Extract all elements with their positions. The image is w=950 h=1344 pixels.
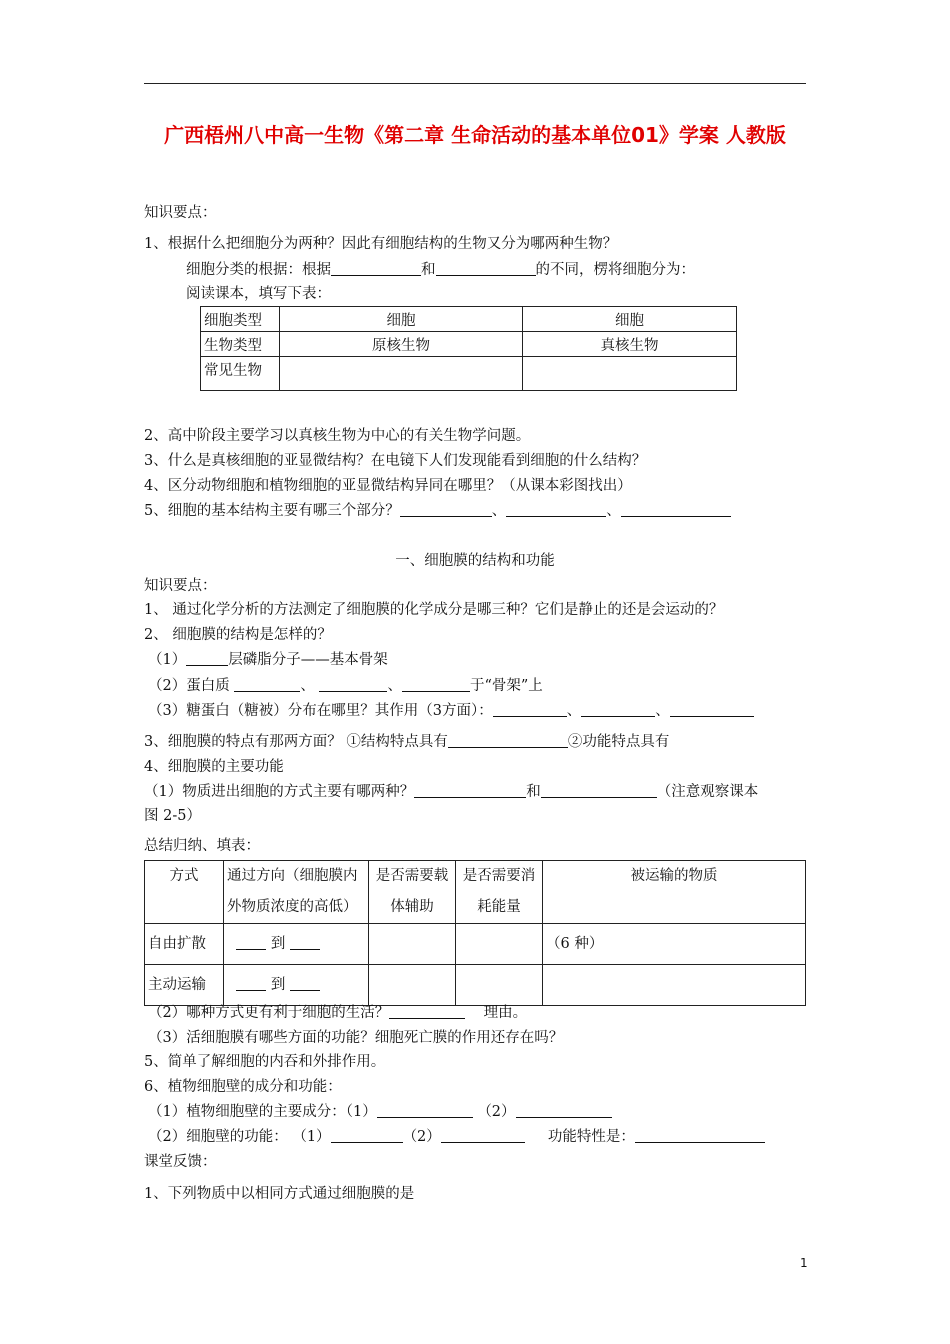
point-4-1: （1）物质进出细胞的方式主要有哪两种？ 和 （注意观察课本 xyxy=(144,784,759,800)
blank[interactable] xyxy=(389,1004,465,1019)
question-5: 5、细胞的基本结构主要有哪三个部分？ 、 、 xyxy=(144,501,731,521)
feedback-heading: 课堂反馈： xyxy=(144,1154,217,1170)
page-number: 1 xyxy=(800,1256,808,1270)
table-cell: 到 xyxy=(224,965,369,1006)
blank[interactable] xyxy=(635,1128,765,1143)
cell-type-table xyxy=(200,306,737,391)
point-6: 6、植物细胞壁的成分和功能： xyxy=(144,1079,342,1095)
table-cell: 原核生物 xyxy=(280,332,523,357)
point-2: 2、 细胞膜的结构是怎样的？ xyxy=(144,627,332,643)
point-5: 5、简单了解细胞的内吞和外排作用。 xyxy=(144,1054,386,1070)
header-rule xyxy=(144,83,806,84)
point-2-3: （3）糖蛋白（糖被）分布在哪里？其作用（3方面）： 、 、 xyxy=(148,701,754,721)
table-cell: 到 xyxy=(224,924,369,965)
table-cell-empty[interactable] xyxy=(543,965,806,1006)
question-1-basis: 细胞分类的根据：根据 和 的不同，楞将细胞分为： xyxy=(186,262,695,278)
table-row-label: 自由扩散 xyxy=(145,924,224,965)
blank[interactable] xyxy=(670,702,754,717)
blank[interactable] xyxy=(402,677,470,692)
blank[interactable] xyxy=(234,677,300,692)
blank[interactable] xyxy=(541,783,657,798)
feedback-question-1: 1、下列物质中以相同方式通过细胞膜的是 xyxy=(144,1186,415,1202)
table-row-label: 主动运输 xyxy=(145,965,224,1006)
table-cell: 细胞类型 xyxy=(201,307,280,332)
table-cell-empty[interactable] xyxy=(369,965,456,1006)
table-cell: 生物类型 xyxy=(201,332,280,357)
point-3: 3、细胞膜的特点有那两方面？ ①结构特点具有 ②功能特点具有 xyxy=(144,734,670,750)
blank[interactable] xyxy=(236,976,266,991)
transport-table xyxy=(144,860,806,1006)
blank[interactable] xyxy=(331,1128,403,1143)
blank[interactable] xyxy=(290,976,320,991)
blank[interactable] xyxy=(290,935,320,950)
blank[interactable] xyxy=(436,261,536,276)
question-4: 4、区分动物细胞和植物细胞的亚显微结构异同在哪里？（从课本彩图找出） xyxy=(144,478,632,494)
blank[interactable] xyxy=(516,1103,612,1118)
blank[interactable] xyxy=(621,502,731,517)
table-header: 是否需要消 耗能量 xyxy=(456,861,543,924)
blank[interactable] xyxy=(377,1103,473,1118)
question-1-read: 阅读课本，填写下表： xyxy=(186,286,331,302)
table-cell-empty[interactable] xyxy=(280,357,523,391)
blank[interactable] xyxy=(186,651,228,666)
document-title: 广西梧州八中高一生物《第二章 生命活动的基本单位01》学案 人教版 xyxy=(164,123,786,147)
table-header: 是否需要载 体辅助 xyxy=(369,861,456,924)
blank[interactable] xyxy=(493,702,567,717)
section-heading: 一、细胞膜的结构和功能 xyxy=(395,553,555,569)
table-cell: 真核生物 xyxy=(523,332,737,357)
point-2-2: （2）蛋白质 、 、 于“骨架”上 xyxy=(148,678,543,694)
point-6-1: （1）植物细胞壁的主要成分：（1） （2） xyxy=(148,1102,612,1122)
table-cell-empty[interactable] xyxy=(369,924,456,965)
table-cell-empty[interactable] xyxy=(456,924,543,965)
blank[interactable] xyxy=(331,261,421,276)
point-4-1-cont: 图 2-5） xyxy=(144,808,201,824)
point-4-2: （2）哪种方式更有利于细胞的生活？ 理由。 xyxy=(148,1005,528,1021)
table-header: 方式 xyxy=(145,861,224,924)
question-1: 1、根据什么把细胞分为两种？因此有细胞结构的生物又分为哪两种生物？ xyxy=(144,236,618,252)
blank[interactable] xyxy=(400,502,492,517)
blank[interactable] xyxy=(506,502,606,517)
point-1: 1、 通过化学分析的方法测定了细胞膜的化学成分是哪三种？它们是静止的还是会运动的？ xyxy=(144,602,724,618)
table-cell: 细胞 xyxy=(280,307,523,332)
table-header: 被运输的物质 xyxy=(543,861,806,924)
table-cell: （6 种） xyxy=(543,924,806,965)
table-cell-empty[interactable] xyxy=(456,965,543,1006)
table-header: 通过方向（细胞膜内 外物质浓度的高低） xyxy=(224,861,369,924)
point-2-1: （1） 层磷脂分子——基本骨架 xyxy=(148,652,388,668)
knowledge-points-heading: 知识要点： xyxy=(144,578,217,594)
blank[interactable] xyxy=(414,783,526,798)
point-4-3: （3）活细胞膜有哪些方面的功能？细胞死亡膜的作用还存在吗？ xyxy=(148,1030,564,1046)
blank[interactable] xyxy=(448,733,568,748)
blank[interactable] xyxy=(441,1128,525,1143)
question-2: 2、高中阶段主要学习以真核生物为中心的有关生物学问题。 xyxy=(144,428,531,444)
table-cell: 细胞 xyxy=(523,307,737,332)
table-cell: 常见生物 xyxy=(201,357,280,391)
blank[interactable] xyxy=(319,677,387,692)
knowledge-points-heading: 知识要点： xyxy=(144,205,217,221)
point-4: 4、细胞膜的主要功能 xyxy=(144,759,284,775)
summary-heading: 总结归纳、填表： xyxy=(144,838,260,854)
blank[interactable] xyxy=(581,702,655,717)
point-6-2: （2）细胞壁的功能： （1） （2） 功能特性是： xyxy=(148,1127,765,1147)
blank[interactable] xyxy=(236,935,266,950)
question-3: 3、什么是真核细胞的亚显微结构？在电镜下人们发现能看到细胞的什么结构？ xyxy=(144,453,647,469)
table-cell-empty[interactable] xyxy=(523,357,737,391)
